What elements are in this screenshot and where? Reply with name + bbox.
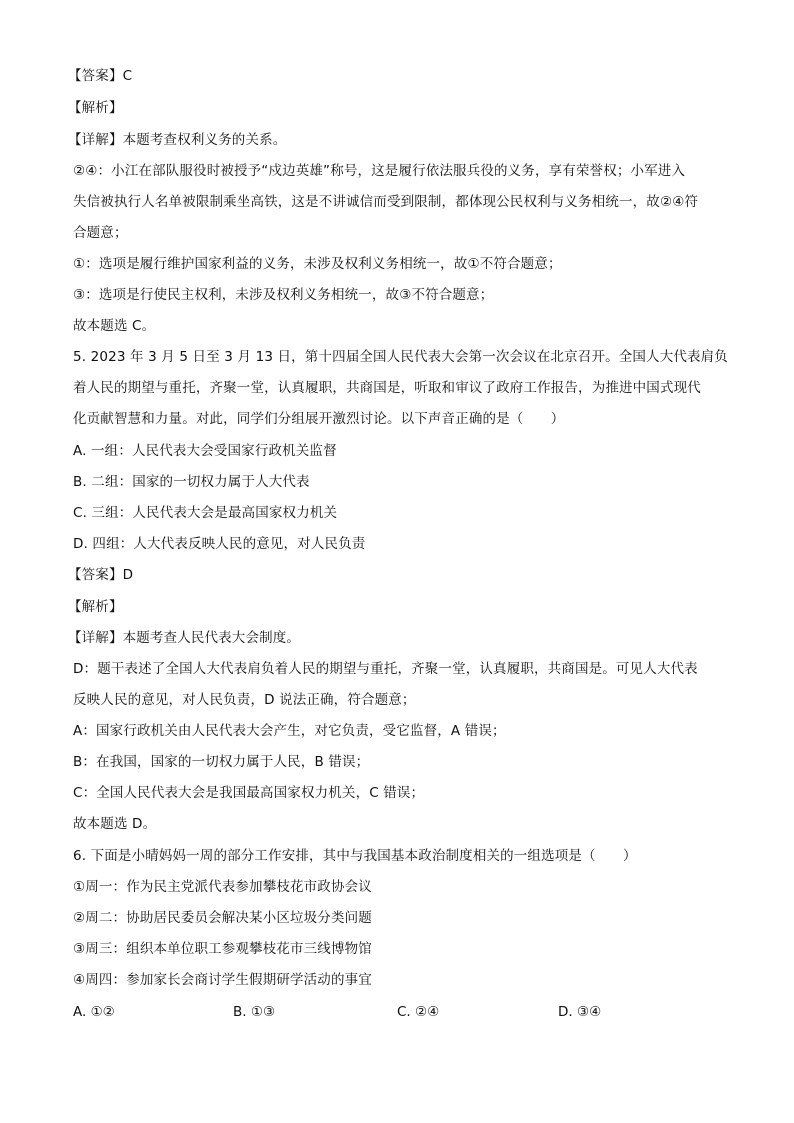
q5-option-b: B. 二组：国家的一切权力属于人大代表 [73,474,310,490]
q6-option-a: A. ①② [73,1004,115,1020]
q5-option-a: A. 一组：人民代表大会受国家行政机关监督 [73,443,337,459]
q6-item: ④周四：参加家长会商讨学生假期研学活动的事宜 [73,972,372,988]
q6-option-c: C. ②④ [397,1004,440,1020]
q4-detail: 【详解】本题考查权利义务的关系。 [68,132,287,148]
q6-options-row [73,1002,733,1022]
q6-option-d: D. ③④ [558,1004,602,1020]
q5-conclusion: 故本题选 D。 [73,816,157,832]
q5-explanation-line: D：题干表述了全国人大代表肩负着人民的期望与重托，齐聚一堂，认真履职，共商国是。可见人大代表 [73,661,698,677]
q5-stem-line: 化贡献智慧和力量。对此，同学们分组展开激烈讨论。以下声音正确的是（ ） [73,411,565,427]
q5-option-c: C. 三组：人民代表大会是最高国家权力机关 [73,505,338,521]
q4-explanation-line: 失信被执行人名单被限制乘坐高铁，这是不讲诚信而受到限制，都体现公民权利与义务相统一，故②④符 [73,194,699,210]
q4-explanation-line: ①：选项是履行维护国家利益的义务，未涉及权利义务相统一，故①不符合题意； [73,256,562,272]
q5-stem-line: 着人民的期望与重托，齐聚一堂，认真履职，共商国是，听取和审议了政府工作报告，为推进中国式现代 [73,380,701,396]
q5-explanation-line: 反映人民的意见，对人民负责，D 说法正确，符合题意； [73,692,416,708]
q4-answer: 【答案】C [68,68,133,84]
q4-explanation-line: ③：选项是行使民主权利，未涉及权利义务相统一，故③不符合题意； [73,287,494,303]
q6-item: ②周二：协助居民委员会解决某小区垃圾分类问题 [73,910,372,926]
q5-answer: 【答案】D [68,567,134,583]
q5-explanation-line: C：全国人民代表大会是我国最高国家权力机关，C 错误； [73,785,425,801]
q4-explanation-line: ②④：小江在部队服役时被授予“戍边英雄”称号，这是履行依法服兵役的义务，享有荣誉权；小军进入 [73,163,686,179]
q4-explanation-line: 合题意； [73,225,128,241]
q5-explanation-line: A：国家行政机关由人民代表大会产生，对它负责，受它监督，A 错误； [73,723,506,739]
q4-conclusion: 故本题选 C。 [73,318,156,334]
q6-item: ③周三：组织本单位职工参观攀枝花市三线博物馆 [73,941,372,957]
q5-explanation-line: B：在我国，国家的一切权力属于人民，B 错误； [73,754,370,770]
q6-item: ①周一：作为民主党派代表参加攀枝花市政协会议 [73,879,372,895]
q5-option-d: D. 四组：人大代表反映人民的意见，对人民负责 [73,536,366,552]
q6-stem: 6. 下面是小晴妈妈一周的部分工作安排，其中与我国基本政治制度相关的一组选项是（ ） [73,848,637,864]
q5-analysis-heading: 【解析】 [68,599,123,615]
q5-detail: 【详解】本题考查人民代表大会制度。 [68,630,301,646]
q5-stem-line: 5. 2023 年 3 月 5 日至 3 月 13 日，第十四届全国人民代表大会第一次会议在北京召开。全国人大代表肩负 [73,349,728,365]
q6-option-b: B. ①③ [233,1004,276,1020]
q4-analysis-heading: 【解析】 [68,100,123,116]
